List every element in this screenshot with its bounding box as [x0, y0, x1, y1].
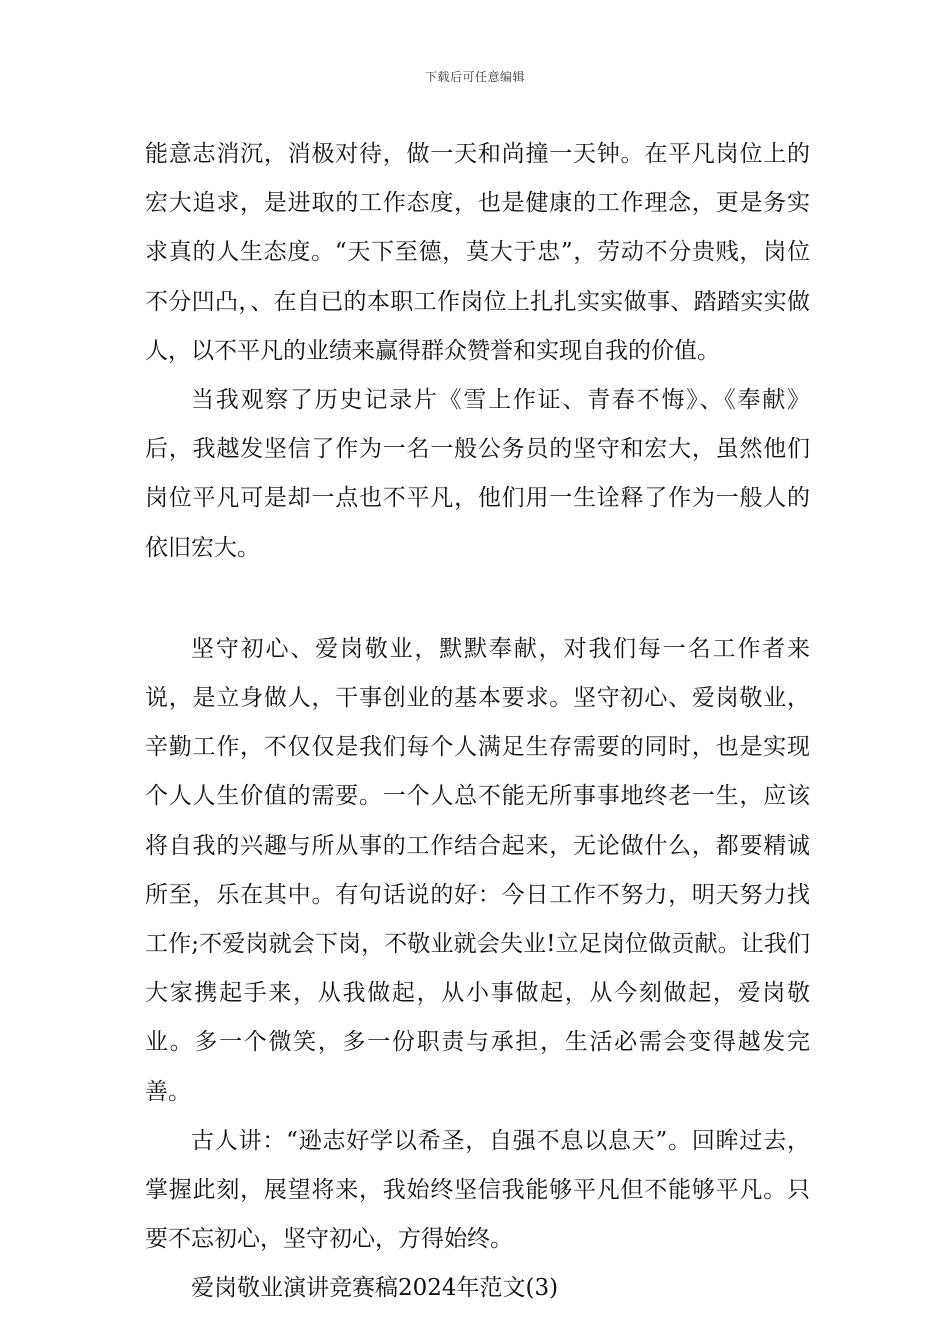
document-body [145, 130, 810, 1314]
paragraph-gap [145, 573, 810, 625]
header-note: 下载后可任意编辑 [424, 70, 525, 84]
paragraph-documentary: 当我观察了历史记录片《雪上作证、青春不悔》、《奉献》后，我越发坚信了作为一名一般公务员的坚守和宏大，虽然他们岗位平凡可是却一点也不平凡，他们用一生诠释了作为一般人的依旧宏大。 [145, 387, 810, 561]
section-heading: 爱岗敬业演讲竞赛稿2024年范文(3) [191, 1275, 559, 1302]
paragraph-dedication: 坚守初心、爱岗敬业，默默奉献，对我们每一名工作者来说，是立身做人，干事创业的基本要求。坚守初心、爱岗敬业，辛勤工作，不仅仅是我们每个人满足生存需要的同时，也是实现个人人生价值的需要。一个人总不能无所事事地终老一生，应该将自我的兴趣与所从事的工作结合起来，无论做什么，都要精诚所至，乐在其中。有句话说的好：今日工作不努力，明天努力找工作;不爱岗就会下岗，不敬业就会失业!立足岗位做贡献。让我们大家携起手来，从我做起，从小事做起，从今刻做起，爱岗敬业。多一个微笑，多一份职责与承担，生活必需会变得越发完善。 [145, 635, 810, 1105]
paragraph-continuation: 能意志消沉，消极对待，做一天和尚撞一天钟。在平凡岗位上的宏大追求，是进取的工作态度，也是健康的工作理念，更是务实求真的人生态度。“天下至德，莫大于忠”，劳动不分贵贱，岗位不分凹凸，、在自已的本职工作岗位上扎扎实实做事、踏踏实实做人，以不平凡的业绩来赢得群众赞誉和实现自我的价值。 [145, 141, 810, 364]
paragraph-quote: 古人讲：“逊志好学以希圣，自强不息以息天”。回眸过去，掌握此刻，展望将来，我始终坚信我能够平凡但不能够平凡。只要不忘初心，坚守初心，方得始终。 [145, 1127, 810, 1253]
